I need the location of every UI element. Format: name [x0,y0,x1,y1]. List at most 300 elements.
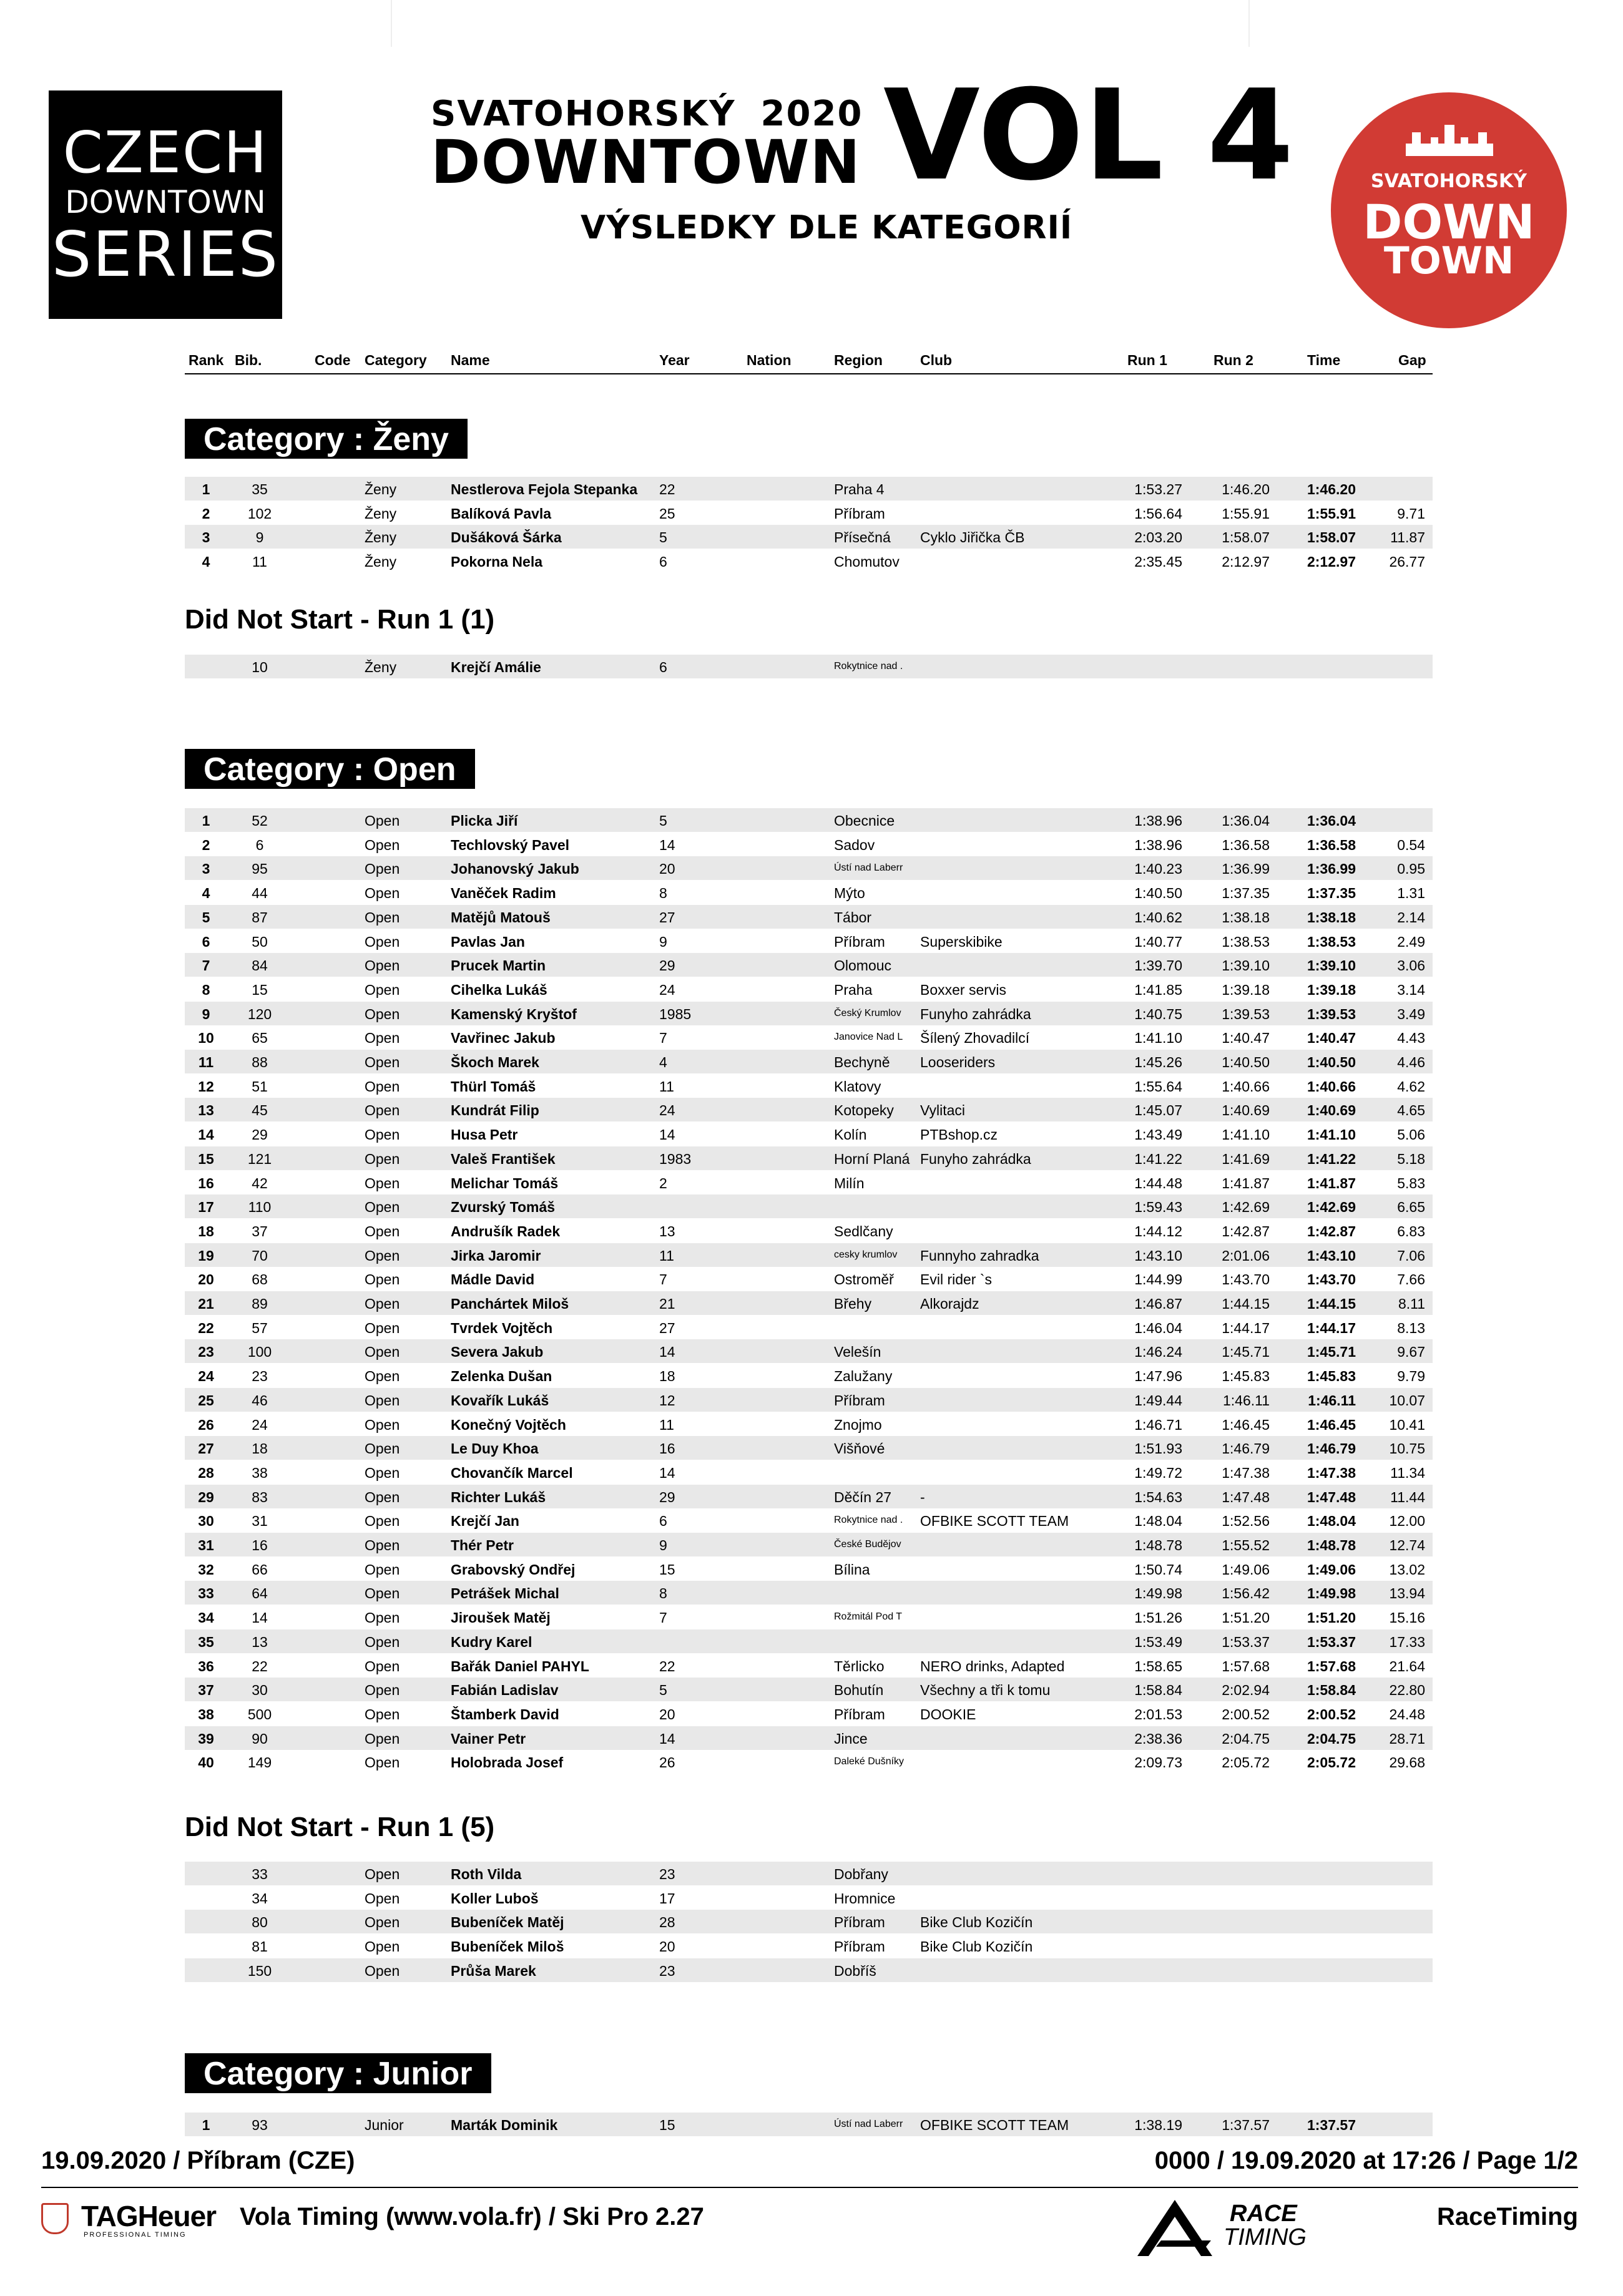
gap-cell: 11.34 [1390,1464,1425,1481]
name-cell: Bařák Daniel PAHYL [451,1658,589,1674]
year-cell: 17 [659,1890,675,1907]
name-cell: Průša Marek [451,1962,536,1979]
rank-cell: 30 [198,1513,214,1530]
bib-cell: 11 [252,554,267,570]
region-cell: Znojmo [834,1416,882,1433]
run1-cell: 1:38.96 [1134,813,1182,829]
col-category: Category [365,352,427,368]
category-cell: Open [365,1585,400,1602]
run1-cell: 1:41.22 [1134,1150,1182,1167]
gap-cell: 13.94 [1389,1585,1425,1602]
gap-cell: 3.49 [1397,1005,1425,1022]
result-row [185,1122,1433,1146]
gap-cell: 7.66 [1397,1271,1425,1288]
bib-cell: 100 [247,1344,272,1361]
event-title-main: DOWNTOWN [431,127,861,197]
gap-cell: 7.06 [1397,1247,1425,1264]
result-row [185,1485,1433,1508]
rank-cell: 11 [198,1054,214,1070]
rank-cell: 31 [198,1537,214,1553]
result-row [185,1098,1433,1121]
region-cell: Děčín 27 [834,1488,892,1505]
run1-cell: 1:47.96 [1134,1368,1182,1385]
club-cell: Bike Club Kozičín [920,1914,1033,1931]
result-row [185,1388,1433,1412]
time-cell: 1:38.18 [1307,909,1356,926]
category-cell: Open [365,885,400,902]
time-cell: 1:40.47 [1307,1030,1356,1047]
gap-cell: 8.13 [1397,1319,1425,1336]
bib-cell: 44 [252,885,268,902]
run2-cell: 2:02.94 [1222,1682,1270,1699]
gap-cell: 6.65 [1397,1199,1425,1216]
category-cell: Open [365,1054,400,1070]
result-row [185,833,1433,856]
category-cell: Open [365,1706,400,1722]
rank-cell: 28 [198,1464,214,1481]
region-cell: Dobřany [834,1866,888,1882]
region-cell: Těrlicko [834,1658,885,1674]
year-cell: 1983 [659,1150,692,1167]
year-cell: 21 [659,1296,675,1312]
result-row [185,1171,1433,1194]
time-cell: 1:36.58 [1307,836,1356,853]
run2-cell: 1:39.53 [1222,1005,1270,1022]
club-cell: Funnyho zahradka [920,1247,1039,1264]
rank-cell: 25 [198,1392,214,1409]
col-nation: Nation [747,352,792,368]
result-row [185,1243,1433,1267]
rank-cell: 5 [202,909,210,926]
time-cell: 1:40.50 [1307,1054,1356,1070]
gap-cell: 1.31 [1397,885,1425,902]
gap-cell: 5.06 [1397,1126,1425,1143]
result-row [185,1267,1433,1291]
time-cell: 1:45.71 [1307,1344,1356,1361]
year-cell: 13 [659,1223,675,1239]
footer-page-info: 0000 / 19.09.2020 at 17:26 / Page 1/2 [1154,2147,1578,2174]
rank-cell: 40 [198,1754,214,1771]
year-cell: 14 [659,1344,675,1361]
run1-cell: 1:51.26 [1134,1610,1182,1626]
time-cell: 1:46.79 [1307,1440,1356,1457]
run2-cell: 1:38.18 [1222,909,1270,926]
year-cell: 5 [659,529,667,546]
bib-cell: 45 [252,1102,268,1119]
region-cell: Příbram [834,933,885,950]
run2-cell: 1:44.15 [1222,1296,1270,1312]
gap-cell: 9.71 [1397,505,1425,522]
category-cell: Open [365,1175,400,1191]
club-cell: Všechny a tři k tomu [920,1682,1051,1699]
time-cell: 1:55.91 [1307,505,1356,522]
name-cell: Mádle David [451,1271,535,1288]
col-region: Region [834,352,883,368]
category-cell: Open [365,1658,400,1674]
run1-cell: 1:38.96 [1134,836,1182,853]
name-cell: Bubeníček Matěj [451,1914,564,1931]
category-cell: Open [365,1078,400,1095]
category-cell: Open [365,1416,400,1433]
col-name: Name [451,352,490,368]
region-cell: Příbram [834,1914,885,1931]
gap-cell: 15.16 [1389,1610,1425,1626]
club-cell: Funyho zahrádka [920,1150,1031,1167]
bib-cell: 42 [252,1175,268,1191]
name-cell: Fabián Ladislav [451,1682,559,1699]
run2-cell: 1:41.87 [1222,1175,1270,1191]
result-row [185,1219,1433,1243]
category-cell: Open [365,813,400,829]
run1-cell: 2:01.53 [1134,1706,1182,1722]
club-cell: Evil rider `s [920,1271,993,1288]
rank-cell: 26 [198,1416,214,1433]
rank-cell: 36 [198,1658,214,1674]
year-cell: 26 [659,1754,675,1771]
run1-cell: 1:46.24 [1134,1344,1182,1361]
name-cell: Grabovský Ondřej [451,1561,576,1578]
run1-cell: 1:55.64 [1134,1078,1182,1095]
time-cell: 1:48.04 [1307,1513,1356,1530]
run1-cell: 1:49.98 [1134,1585,1182,1602]
run1-cell: 1:40.62 [1134,909,1182,926]
run2-cell: 1:36.58 [1222,836,1270,853]
footer-date-place: 19.09.2020 / Příbram (CZE) [41,2147,355,2174]
name-cell: Prucek Martin [451,957,546,974]
rank-cell: 18 [198,1223,214,1239]
bib-cell: 13 [252,1633,268,1650]
category-cell: Open [365,1633,400,1650]
category-cell: Open [365,1682,400,1699]
dns-title: Did Not Start - Run 1 (1) [185,604,495,635]
year-cell: 20 [659,1938,675,1955]
club-cell: PTBshop.cz [920,1126,998,1143]
bib-cell: 500 [247,1706,272,1722]
name-cell: Petrášek Michal [451,1585,559,1602]
category-cell: Open [365,1150,400,1167]
category-cell: Open [365,1247,400,1264]
year-cell: 14 [659,1730,675,1747]
run2-cell: 1:51.20 [1222,1610,1270,1626]
gap-cell: 0.54 [1397,836,1425,853]
category-cell: Open [365,1866,400,1882]
gap-cell: 6.83 [1397,1223,1425,1239]
region-cell: České Budějov [834,1539,901,1550]
event-title [431,94,863,197]
bib-cell: 84 [252,957,268,974]
category-title: Category : Junior [185,2053,491,2093]
col-run1: Run 1 [1127,352,1167,368]
year-cell: 9 [659,933,667,950]
time-cell: 1:42.69 [1307,1199,1356,1216]
run2-cell: 1:40.69 [1222,1102,1270,1119]
club-cell: Looseriders [920,1054,996,1070]
run1-cell: 1:40.75 [1134,1005,1182,1022]
name-cell: Krejčí Amálie [451,659,541,675]
dns-title: Did Not Start - Run 1 (5) [185,1812,495,1842]
time-cell: 1:39.10 [1307,957,1356,974]
bib-cell: 102 [247,505,272,522]
time-cell: 2:05.72 [1307,1754,1356,1771]
run2-cell: 2:05.72 [1222,1754,1270,1771]
tag-heuer-shield-icon [41,2203,69,2234]
bib-cell: 23 [252,1368,268,1385]
bib-cell: 10 [252,659,268,675]
category-cell: Open [365,1392,400,1409]
time-cell: 1:37.57 [1307,2117,1356,2133]
year-cell: 24 [659,1102,675,1119]
region-cell: Rokytnice nad . [834,1515,903,1526]
year-cell: 5 [659,813,667,829]
bib-cell: 9 [255,529,264,546]
rank-cell: 24 [198,1368,214,1385]
name-cell: Roth Vilda [451,1866,522,1882]
year-cell: 5 [659,1682,667,1699]
rank-cell: 32 [198,1561,214,1578]
result-row [185,1436,1433,1460]
bib-cell: 149 [247,1754,272,1771]
gap-cell: 4.43 [1397,1030,1425,1047]
bib-cell: 93 [252,2117,268,2133]
run1-cell: 2:09.73 [1134,1754,1182,1771]
timing-software: Vola Timing (www.vola.fr) / Ski Pro 2.27 [240,2203,704,2230]
run1-cell: 1:59.43 [1134,1199,1182,1216]
club-cell: Šílený Zhovadilcí [920,1030,1030,1047]
category-cell: Open [365,1938,400,1955]
time-cell: 1:58.07 [1307,529,1356,546]
run2-cell: 1:40.66 [1222,1078,1270,1095]
race-timing-logo-text: RACE TIMING [1223,2201,1307,2250]
run1-cell: 2:38.36 [1134,1730,1182,1747]
region-cell: Janovice Nad L [834,1032,903,1043]
rank-cell: 39 [198,1730,214,1747]
event-title-top: SVATOHORSKÝ [431,94,736,134]
category-cell: Open [365,1513,400,1530]
run1-cell: 1:46.71 [1134,1416,1182,1433]
rank-cell: 1 [202,2117,210,2133]
time-cell: 1:51.20 [1307,1610,1356,1626]
gap-cell: 10.75 [1389,1440,1425,1457]
run2-cell: 1:47.48 [1222,1488,1270,1505]
run2-cell: 1:52.56 [1222,1513,1270,1530]
category-cell: Ženy [365,554,397,570]
bib-cell: 83 [252,1488,268,1505]
region-cell: Milín [834,1175,865,1191]
time-cell: 1:41.87 [1307,1175,1356,1191]
run2-cell: 1:45.71 [1222,1344,1270,1361]
club-cell: Cyklo Jiřička ČB [920,529,1025,546]
run2-cell: 1:41.69 [1222,1150,1270,1167]
name-cell: Krejčí Jan [451,1513,519,1530]
run1-cell: 1:43.10 [1134,1247,1182,1264]
page-subtitle: VÝSLEDKY DLE KATEGORIÍ [581,209,1073,247]
category-cell: Ženy [365,529,397,546]
run1-cell: 1:48.78 [1134,1537,1182,1553]
rank-cell: 10 [198,1030,214,1047]
dns-row [185,1886,1433,1910]
name-cell: Koller Luboš [451,1890,539,1907]
club-cell: Superskibike [920,933,1003,950]
col-time: Time [1307,352,1341,368]
result-row [185,1629,1433,1653]
region-cell: Tábor [834,909,872,926]
year-cell: 6 [659,1513,667,1530]
run1-cell: 1:58.65 [1134,1658,1182,1674]
gap-cell: 0.95 [1397,861,1425,877]
run2-cell: 1:39.18 [1222,981,1270,998]
bib-cell: 14 [252,1610,268,1626]
time-cell: 2:12.97 [1307,554,1356,570]
run2-cell: 1:46.20 [1222,481,1270,497]
region-cell: cesky krumlov [834,1249,898,1260]
time-cell: 1:40.69 [1307,1102,1356,1119]
name-cell: Pokorna Nela [451,554,542,570]
name-cell: Johanovský Jakub [451,861,579,877]
gap-cell: 5.83 [1397,1175,1425,1191]
year-cell: 14 [659,836,675,853]
race-timing-name: RaceTiming [1437,2203,1578,2230]
gap-cell: 3.14 [1397,981,1425,998]
rank-cell: 2 [202,505,210,522]
run2-cell: 1:47.38 [1222,1464,1270,1481]
bib-cell: 50 [252,933,268,950]
region-cell: Bílina [834,1561,870,1578]
run2-cell: 1:40.47 [1222,1030,1270,1047]
region-cell: Praha [834,981,873,998]
year-cell: 1985 [659,1005,692,1022]
name-cell: Plicka Jiří [451,813,518,829]
name-cell: Kamenský Kryštof [451,1005,577,1022]
run1-cell: 1:49.44 [1134,1392,1182,1409]
category-cell: Open [365,1344,400,1361]
name-cell: Jiroušek Matěj [451,1610,551,1626]
run2-cell: 2:12.97 [1222,554,1270,570]
run1-cell: 1:40.23 [1134,861,1182,877]
run2-cell: 2:00.52 [1222,1706,1270,1722]
year-cell: 23 [659,1962,675,1979]
region-cell: Dobříš [834,1962,876,1979]
gap-cell: 29.68 [1389,1754,1425,1771]
gap-cell: 4.62 [1397,1078,1425,1095]
rank-cell: 21 [198,1296,214,1312]
name-cell: Chovančík Marcel [451,1464,573,1481]
result-row [185,1412,1433,1436]
page-fold-mark-left [391,0,392,47]
bib-cell: 29 [252,1126,268,1143]
bib-cell: 66 [252,1561,268,1578]
year-cell: 16 [659,1440,675,1457]
result-row [185,808,1433,832]
category-cell: Ženy [365,505,397,522]
gap-cell: 11.44 [1390,1488,1425,1505]
name-cell: Le Duy Khoa [451,1440,539,1457]
rank-cell: 3 [202,861,210,877]
bib-cell: 120 [247,1005,272,1022]
bib-cell: 16 [252,1537,268,1553]
bib-cell: 68 [252,1271,268,1288]
run2-cell: 1:55.91 [1222,505,1270,522]
region-cell: Praha 4 [834,481,885,497]
gap-cell: 3.06 [1397,957,1425,974]
name-cell: Valeš František [451,1150,556,1167]
year-cell: 14 [659,1464,675,1481]
name-cell: Melichar Tomáš [451,1175,559,1191]
col-code: Code [315,352,351,368]
year-cell: 7 [659,1030,667,1047]
bib-cell: 52 [252,813,268,829]
result-row [185,1050,1433,1073]
name-cell: Andrušík Radek [451,1223,561,1239]
run1-cell: 1:39.70 [1134,957,1182,974]
category-cell: Open [365,1488,400,1505]
bib-cell: 121 [247,1150,272,1167]
name-cell: Konečný Vojtěch [451,1416,566,1433]
result-row [185,501,1433,525]
bib-cell: 87 [252,909,268,926]
rank-cell: 13 [198,1102,214,1119]
run1-cell: 1:46.87 [1134,1296,1182,1312]
result-row [185,1678,1433,1701]
run2-cell: 1:42.69 [1222,1199,1270,1216]
name-cell: Kovařík Lukáš [451,1392,549,1409]
result-row [185,2113,1433,2136]
bib-cell: 31 [252,1513,268,1530]
name-cell: Vaněček Radim [451,885,556,902]
run2-cell: 1:38.53 [1222,933,1270,950]
run1-cell: 1:40.50 [1134,885,1182,902]
gap-cell: 26.77 [1389,554,1425,570]
name-cell: Severa Jakub [451,1344,544,1361]
category-title: Category : Ženy [185,419,468,459]
time-cell: 2:04.75 [1307,1730,1356,1747]
run2-cell: 1:36.99 [1222,861,1270,877]
run1-cell: 1:44.48 [1134,1175,1182,1191]
rank-cell: 1 [202,481,210,497]
run1-cell: 1:56.64 [1134,505,1182,522]
category-cell: Open [365,1464,400,1481]
time-cell: 2:00.52 [1307,1706,1356,1722]
time-cell: 1:49.06 [1307,1561,1356,1578]
result-row [185,1146,1433,1170]
gap-cell: 21.64 [1389,1658,1425,1674]
gap-cell: 10.07 [1389,1392,1425,1409]
time-cell: 1:47.48 [1307,1488,1356,1505]
gap-cell: 2.49 [1397,933,1425,950]
rank-cell: 35 [198,1633,214,1650]
result-row [185,1508,1433,1532]
category-cell: Open [365,1296,400,1312]
bib-cell: 110 [248,1199,272,1216]
header-divider [185,373,1433,374]
year-cell: 27 [659,909,675,926]
page-fold-mark-right [1248,0,1250,47]
region-cell: Příbram [834,1706,885,1722]
region-cell: Mýto [834,885,865,902]
dns-row [185,1910,1433,1933]
region-cell: Velešín [834,1344,881,1361]
category-cell: Open [365,1730,400,1747]
run1-cell: 1:53.49 [1134,1633,1182,1650]
rank-cell: 15 [198,1150,214,1167]
year-cell: 23 [659,1866,675,1882]
run2-cell: 1:53.37 [1222,1633,1270,1650]
result-row [185,477,1433,501]
bib-cell: 15 [252,981,268,998]
name-cell: Bubeníček Miloš [451,1938,564,1955]
gap-cell: 9.67 [1397,1344,1425,1361]
region-cell: Obecnice [834,813,895,829]
year-cell: 22 [659,481,675,497]
